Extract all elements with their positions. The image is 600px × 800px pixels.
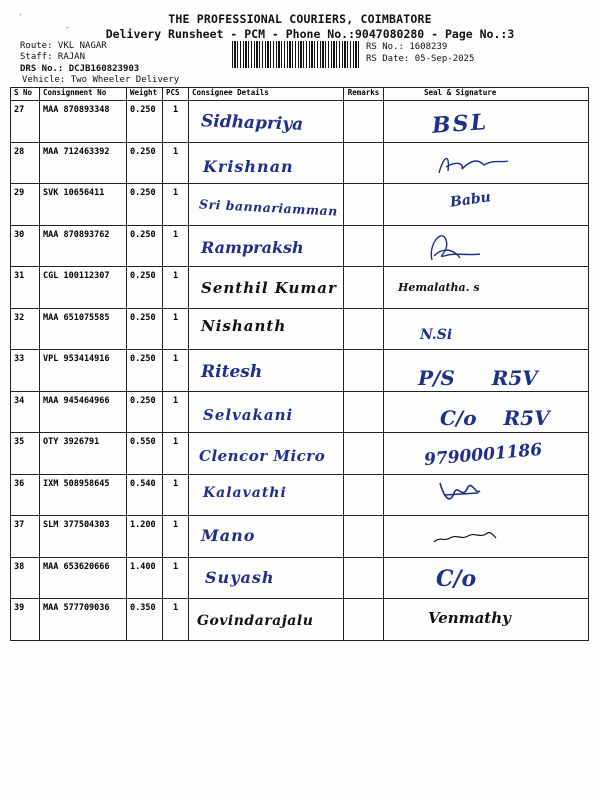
consignee-handwriting: Mano	[201, 526, 256, 545]
row-weight: 0.250	[130, 271, 156, 281]
col-remarks: Remarks	[344, 88, 384, 101]
signature-handwriting: Venmathy	[428, 609, 511, 627]
table-row	[11, 267, 589, 309]
row-consignment: MAA 653620666	[43, 561, 110, 572]
row-consignment: OTY 3926791	[43, 437, 100, 447]
consignee-handwriting: Clencor Micro	[199, 447, 326, 465]
signature-scrawl	[384, 226, 589, 266]
table-row	[11, 433, 589, 475]
signature-handwriting: 9790001186	[423, 439, 543, 471]
consignee-handwriting: Senthil Kumar	[201, 279, 337, 297]
signature-handwriting: P/S R5V	[418, 366, 538, 390]
consignee-handwriting: Rampraksh	[201, 237, 304, 257]
row-consignment: CGL 100112307	[43, 271, 110, 281]
table-header-row	[11, 88, 589, 101]
row-sno: 37	[14, 520, 25, 530]
row-pcs: 1	[172, 105, 179, 115]
row-sno: 31	[14, 271, 25, 281]
row-pcs: 1	[172, 271, 179, 281]
signature-handwriting: C/o R5V	[440, 405, 550, 430]
signature-handwriting: BSL	[431, 109, 489, 139]
row-pcs: 1	[172, 561, 179, 572]
col-signature: Seal & Signature	[384, 88, 589, 101]
row-sno: 30	[14, 229, 25, 240]
table-row	[11, 225, 589, 267]
row-weight: 0.250	[130, 229, 156, 240]
signature-scrawl	[384, 143, 589, 183]
row-sno: 29	[14, 188, 25, 198]
row-sno: 39	[14, 603, 25, 613]
row-weight: 0.540	[130, 478, 156, 489]
table-row	[11, 308, 589, 350]
row-consignment: SVK 10656411	[43, 188, 105, 198]
row-pcs: 1	[172, 478, 179, 489]
row-consignment: SLM 377504303	[43, 520, 110, 530]
table-row	[11, 391, 589, 433]
table-row	[11, 516, 589, 558]
table-row	[11, 350, 589, 392]
signature-handwriting: Hemalatha. s	[398, 281, 480, 294]
row-consignment: MAA 945464966	[43, 395, 110, 406]
consignee-handwriting: Nishanth	[201, 316, 287, 335]
row-sno: 28	[14, 146, 25, 157]
row-weight: 0.250	[130, 312, 156, 323]
row-pcs: 1	[172, 520, 179, 530]
row-sno: 34	[14, 395, 25, 406]
consignee-handwriting: Suyash	[205, 567, 275, 587]
col-weight: Weight	[127, 88, 163, 101]
row-weight: 0.250	[130, 354, 156, 364]
consignee-handwriting: Sidhapriya	[200, 111, 304, 135]
consignee-handwriting: Govindarajalu	[197, 613, 314, 629]
runsheet-table	[10, 87, 589, 641]
barcode	[232, 41, 360, 68]
row-weight: 0.350	[130, 603, 156, 613]
vehicle-label: Vehicle: Two Wheeler Delivery	[22, 75, 180, 85]
row-sno: 33	[14, 354, 25, 364]
row-consignment: IXM 508958645	[43, 478, 110, 489]
row-weight: 1.400	[130, 561, 156, 572]
row-sno: 36	[14, 478, 25, 489]
row-sno: 35	[14, 437, 25, 447]
row-sno: 32	[14, 312, 25, 323]
table-row	[11, 557, 589, 599]
signature-scrawl	[384, 516, 589, 556]
consignee-handwriting: Selvakani	[203, 405, 294, 424]
row-consignment: MAA 870893348	[43, 105, 110, 115]
row-weight: 0.250	[130, 105, 156, 115]
col-consignment: Consignment No	[40, 88, 127, 101]
signature-handwriting: C/o	[436, 565, 477, 592]
table-row	[11, 101, 589, 143]
row-pcs: 1	[172, 437, 179, 447]
drs-number: DRS No.: DCJB160823903	[20, 64, 140, 74]
table-row	[11, 599, 589, 641]
row-pcs: 1	[172, 188, 179, 198]
consignee-handwriting: Kalavathi	[203, 484, 287, 501]
page-subtitle: Delivery Runsheet - PCM - Phone No.:9047080280 - Page No.:3	[105, 27, 515, 41]
row-pcs: 1	[172, 354, 179, 364]
consignee-handwriting: Krishnan	[203, 156, 294, 176]
row-pcs: 1	[172, 312, 179, 323]
row-pcs: 1	[172, 603, 179, 613]
table-row	[11, 142, 589, 184]
row-weight: 0.250	[130, 188, 156, 198]
row-weight: 0.250	[130, 395, 156, 406]
staff-label: Staff: RAJAN	[20, 52, 86, 62]
row-sno: 38	[14, 561, 25, 572]
row-weight: 1.200	[130, 520, 156, 530]
col-consignee: Consignee Details	[189, 88, 344, 101]
row-consignment: MAA 712463392	[43, 146, 110, 157]
row-pcs: 1	[172, 146, 179, 157]
row-consignment: MAA 870893762	[43, 229, 110, 240]
rs-date: RS Date: 05-Sep-2025	[366, 54, 475, 64]
col-pcs: PCS	[163, 88, 189, 101]
row-consignment: MAA 651075585	[43, 312, 110, 323]
col-sno: S No	[11, 88, 40, 101]
page-title: THE PROFESSIONAL COURIERS, COIMBATORE	[168, 12, 432, 26]
table-row	[11, 474, 589, 516]
route-label: Route: VKL NAGAR	[20, 41, 107, 51]
row-weight: 0.250	[130, 146, 156, 157]
corner-mark-right: -	[66, 22, 69, 32]
consignee-handwriting: Ritesh	[201, 362, 263, 382]
row-pcs: 1	[172, 395, 179, 406]
signature-handwriting: Babu	[449, 189, 492, 211]
consignee-handwriting: Sri bannariamman	[198, 196, 339, 219]
row-consignment: VPL 953414916	[43, 354, 110, 364]
corner-mark-left: '	[20, 12, 22, 22]
row-pcs: 1	[172, 229, 179, 240]
table-row	[11, 184, 589, 226]
signature-handwriting: N.Si	[420, 326, 453, 343]
row-consignment: MAA 577709036	[43, 603, 110, 613]
row-weight: 0.550	[130, 437, 156, 447]
rs-number: RS No.: 1608239	[366, 42, 448, 52]
signature-scrawl	[384, 475, 589, 515]
row-sno: 27	[14, 105, 25, 115]
